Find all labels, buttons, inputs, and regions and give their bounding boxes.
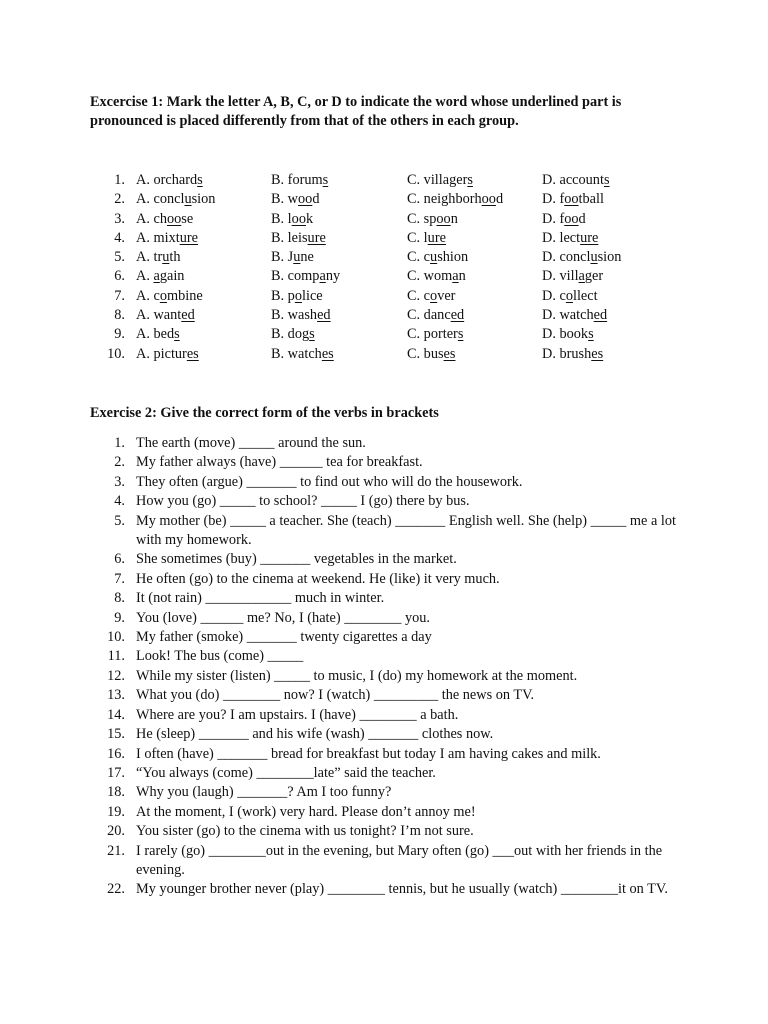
option-pre: A. bed bbox=[136, 326, 175, 343]
option-post: n bbox=[450, 210, 458, 227]
option-post: sion bbox=[597, 249, 622, 266]
item-number: 16. bbox=[107, 745, 125, 762]
question-row bbox=[90, 325, 730, 344]
option-post: ger bbox=[584, 268, 604, 285]
item-text: I often (have) _______ bread for breakfast but today I am having cakes and milk. bbox=[136, 745, 601, 762]
option-pre: D. watch bbox=[542, 307, 594, 324]
item-number: 20. bbox=[107, 823, 125, 840]
question-row bbox=[90, 345, 730, 364]
answer-option-c bbox=[407, 306, 464, 325]
item-number: 7. bbox=[114, 570, 125, 587]
option-pre: C. bus bbox=[407, 345, 444, 362]
option-underlined: oo bbox=[298, 191, 313, 208]
answer-option-c bbox=[407, 325, 463, 344]
item-text: My father always (have) ______ tea for breakfast. bbox=[136, 454, 423, 471]
answer-option-b bbox=[271, 287, 323, 306]
option-post: k bbox=[305, 210, 314, 227]
item-text: You sister (go) to the cinema with us tonight? I’m not sure. bbox=[136, 823, 474, 840]
option-underlined: s bbox=[197, 172, 203, 188]
answer-option-d bbox=[542, 267, 603, 286]
option-underlined: u bbox=[184, 191, 192, 208]
option-post: se bbox=[181, 210, 194, 227]
option-pre: B. wash bbox=[271, 307, 318, 324]
item-number: 3. bbox=[114, 473, 125, 490]
answer-option-a bbox=[136, 171, 203, 190]
exercise-1-title: Excercise 1: Mark the letter A, B, C, or D to indicate the word whose underlined part is pronounced is placed differently from that of the others in each group. bbox=[90, 94, 622, 129]
option-pre: C. neighborh bbox=[407, 191, 482, 208]
answer-option-a bbox=[136, 248, 181, 267]
option-pre: A. pictur bbox=[136, 345, 187, 362]
option-underlined: oo bbox=[564, 191, 579, 208]
exercise-item bbox=[90, 589, 680, 608]
answer-option-d bbox=[542, 229, 598, 248]
option-underlined: ed bbox=[181, 307, 195, 324]
option-pre: D. f bbox=[542, 191, 565, 208]
item-number: 13. bbox=[107, 687, 125, 704]
answer-option-c bbox=[407, 345, 455, 364]
item-text: Look! The bus (come) _____ bbox=[136, 648, 304, 665]
item-number: 21. bbox=[107, 842, 125, 859]
exercise-2-title: Exercise 2: Give the correct form of the verbs in brackets bbox=[90, 405, 439, 421]
option-post: tball bbox=[578, 191, 604, 208]
option-pre: A. mixt bbox=[136, 229, 180, 246]
option-pre: D. lect bbox=[542, 229, 581, 246]
item-number: 5. bbox=[114, 512, 125, 529]
question-number: 5. bbox=[114, 249, 125, 266]
option-pre: D. concl bbox=[542, 249, 591, 266]
item-number: 17. bbox=[107, 764, 125, 781]
answer-option-b bbox=[271, 210, 313, 229]
option-underlined: a bbox=[153, 268, 160, 285]
option-pre: B. comp bbox=[271, 268, 320, 285]
exercise-1-list bbox=[90, 171, 730, 364]
option-underlined: u bbox=[162, 249, 170, 266]
answer-option-b bbox=[271, 229, 326, 248]
option-underlined: s bbox=[588, 326, 594, 343]
answer-option-d bbox=[542, 287, 598, 306]
item-number: 12. bbox=[107, 667, 125, 684]
item-text: It (not rain) ____________ much in winter. bbox=[136, 590, 385, 607]
exercise-item bbox=[90, 453, 680, 472]
item-number: 19. bbox=[107, 803, 125, 820]
option-underlined: ure bbox=[307, 229, 326, 246]
item-number: 22. bbox=[107, 881, 125, 898]
answer-option-c bbox=[407, 248, 468, 267]
item-text: He often (go) to the cinema at weekend. He (like) it very much. bbox=[136, 570, 500, 587]
answer-option-d bbox=[542, 345, 603, 364]
item-text: Why you (laugh) _______? Am I too funny? bbox=[136, 784, 392, 801]
question-number: 7. bbox=[114, 287, 125, 304]
option-post: n bbox=[458, 268, 466, 285]
option-underlined: a bbox=[319, 268, 326, 285]
item-text: He (sleep) _______ and his wife (wash) _______ clothes now. bbox=[136, 726, 494, 743]
exercise-item bbox=[90, 764, 680, 783]
item-text: What you (do) ________ now? I (watch) _________ the news on TV. bbox=[136, 687, 535, 704]
answer-option-b bbox=[271, 345, 334, 364]
question-number: 2. bbox=[114, 191, 125, 208]
option-underlined: s bbox=[467, 172, 473, 188]
exercise-item bbox=[90, 822, 680, 841]
option-post: lice bbox=[302, 287, 323, 304]
exercise-item bbox=[90, 473, 680, 492]
option-underlined: ure bbox=[179, 229, 198, 246]
item-text: She sometimes (buy) _______ vegetables in the market. bbox=[136, 551, 457, 568]
option-underlined: o bbox=[159, 287, 167, 304]
option-pre: A. orchard bbox=[136, 172, 198, 188]
exercise-item bbox=[90, 550, 680, 569]
exercise-item bbox=[90, 512, 680, 551]
option-pre: C. sp bbox=[407, 210, 437, 227]
option-pre: B. p bbox=[271, 287, 295, 304]
item-text: I rarely (go) ________out in the evening, but Mary often (go) ___out with her friends in the evening. bbox=[136, 842, 663, 878]
option-underlined: o bbox=[294, 287, 302, 304]
option-post: d bbox=[578, 210, 586, 227]
option-post: ne bbox=[300, 249, 314, 266]
option-underlined: o bbox=[430, 287, 438, 304]
item-text: My mother (be) _____ a teacher. She (teach) _______ English well. She (help) _____ me a lot with my homework. bbox=[136, 512, 676, 549]
exercise-item bbox=[90, 609, 680, 628]
option-pre: A. concl bbox=[136, 191, 185, 208]
option-pre: C. porter bbox=[407, 326, 458, 343]
option-post: d bbox=[312, 191, 320, 208]
option-pre: B. forum bbox=[271, 172, 323, 188]
option-underlined: es bbox=[321, 345, 334, 362]
item-number: 4. bbox=[114, 493, 125, 510]
answer-option-a bbox=[136, 229, 198, 248]
option-underlined: s bbox=[322, 172, 329, 188]
exercise-item bbox=[90, 880, 680, 899]
option-post: shion bbox=[437, 249, 469, 266]
question-row bbox=[90, 190, 730, 209]
answer-option-b bbox=[271, 171, 328, 190]
option-underlined: ed bbox=[317, 307, 331, 324]
item-text: How you (go) _____ to school? _____ I (go) there by bus. bbox=[136, 493, 470, 510]
question-number: 1. bbox=[114, 172, 125, 188]
question-row bbox=[90, 171, 730, 190]
answer-option-a bbox=[136, 345, 199, 364]
option-pre: D. f bbox=[542, 210, 565, 227]
exercise-item bbox=[90, 803, 680, 822]
question-number: 3. bbox=[114, 210, 125, 227]
option-post: sion bbox=[191, 191, 216, 208]
item-number: 2. bbox=[114, 454, 125, 471]
option-pre: C. c bbox=[407, 287, 431, 304]
option-underlined: o bbox=[565, 287, 573, 304]
answer-option-b bbox=[271, 248, 314, 267]
option-pre: A. want bbox=[136, 307, 182, 324]
option-pre: B. leis bbox=[271, 229, 308, 246]
question-row bbox=[90, 267, 730, 286]
exercise-item bbox=[90, 842, 680, 881]
option-pre: C. villager bbox=[407, 172, 468, 188]
item-number: 10. bbox=[107, 629, 125, 646]
option-pre: D. vill bbox=[542, 268, 579, 285]
answer-option-c bbox=[407, 229, 446, 248]
answer-option-a bbox=[136, 210, 193, 229]
answer-option-c bbox=[407, 210, 458, 229]
option-pre: C. l bbox=[407, 229, 428, 246]
exercise-item bbox=[90, 725, 680, 744]
answer-option-b bbox=[271, 325, 315, 344]
exercise-item bbox=[90, 667, 680, 686]
option-underlined: u bbox=[430, 249, 438, 266]
answer-option-d bbox=[542, 325, 594, 344]
question-row bbox=[90, 229, 730, 248]
question-row bbox=[90, 210, 730, 229]
answer-option-a bbox=[136, 287, 203, 306]
option-underlined: ure bbox=[427, 229, 446, 246]
answer-option-d bbox=[542, 190, 604, 209]
option-underlined: ed bbox=[450, 307, 465, 324]
answer-option-d bbox=[542, 248, 621, 267]
option-underlined: oo bbox=[166, 210, 182, 227]
option-underlined: u bbox=[293, 249, 301, 266]
answer-option-a bbox=[136, 267, 184, 286]
option-underlined: s bbox=[309, 326, 315, 343]
question-row bbox=[90, 306, 730, 325]
option-pre: D. c bbox=[542, 287, 566, 304]
question-number: 6. bbox=[114, 268, 125, 285]
option-post: ver bbox=[437, 287, 456, 304]
option-underlined: oo bbox=[436, 210, 451, 227]
answer-option-a bbox=[136, 190, 215, 209]
item-text: My younger brother never (play) ________ tennis, but he usually (watch) ________it on TV. bbox=[136, 881, 668, 898]
item-text: You (love) ______ me? No, I (hate) ________ you. bbox=[136, 609, 430, 626]
option-pre: B. dog bbox=[271, 326, 310, 343]
option-pre: A. c bbox=[136, 287, 160, 304]
option-pre: D. brush bbox=[542, 345, 592, 362]
option-underlined: es bbox=[443, 345, 456, 362]
option-pre: C. wom bbox=[407, 268, 453, 285]
option-post: th bbox=[169, 249, 181, 266]
answer-option-c bbox=[407, 171, 473, 190]
option-pre: C. danc bbox=[407, 307, 451, 324]
exercise-item bbox=[90, 706, 680, 725]
option-underlined: a bbox=[452, 268, 459, 285]
option-pre: A. ch bbox=[136, 210, 167, 227]
option-pre: C. c bbox=[407, 249, 431, 266]
item-number: 11. bbox=[107, 648, 125, 665]
item-number: 18. bbox=[107, 784, 125, 801]
option-underlined: u bbox=[590, 249, 598, 266]
option-pre: B. w bbox=[271, 191, 299, 208]
item-number: 6. bbox=[114, 551, 125, 568]
option-underlined: a bbox=[578, 268, 585, 285]
option-underlined: oo bbox=[291, 210, 306, 227]
option-underlined: s bbox=[174, 326, 180, 343]
option-post: gain bbox=[159, 268, 185, 285]
answer-option-c bbox=[407, 190, 503, 209]
item-text: My father (smoke) _______ twenty cigarettes a day bbox=[136, 629, 432, 646]
answer-option-d bbox=[542, 171, 610, 190]
exercise-item bbox=[90, 647, 680, 666]
exercise-item bbox=[90, 745, 680, 764]
exercise-item bbox=[90, 686, 680, 705]
option-underlined: ure bbox=[580, 229, 599, 246]
item-text: Where are you? I am upstairs. I (have) ________ a bath. bbox=[136, 706, 459, 723]
option-pre: B. watch bbox=[271, 345, 322, 362]
option-underlined: oo bbox=[564, 210, 579, 227]
option-underlined: s bbox=[603, 172, 610, 188]
exercise-item bbox=[90, 434, 680, 453]
option-post: ny bbox=[325, 268, 341, 285]
question-number: 8. bbox=[114, 307, 125, 324]
option-underlined: ed bbox=[593, 307, 608, 324]
question-row bbox=[90, 248, 730, 267]
option-pre: D. account bbox=[542, 172, 604, 188]
answer-option-c bbox=[407, 267, 466, 286]
option-pre: B. l bbox=[271, 210, 292, 227]
exercise-item bbox=[90, 783, 680, 802]
answer-option-b bbox=[271, 190, 319, 209]
exercise-item bbox=[90, 628, 680, 647]
item-number: 14. bbox=[107, 706, 125, 723]
item-text: “You always (come) ________late” said the teacher. bbox=[136, 764, 436, 781]
option-post: llect bbox=[572, 287, 598, 304]
question-row bbox=[90, 287, 730, 306]
answer-option-d bbox=[542, 306, 607, 325]
exercise-item bbox=[90, 570, 680, 589]
item-number: 15. bbox=[107, 726, 125, 743]
item-text: At the moment, I (work) very hard. Please don’t annoy me! bbox=[136, 803, 476, 820]
question-number: 4. bbox=[114, 229, 125, 246]
answer-option-c bbox=[407, 287, 455, 306]
option-underlined: es bbox=[591, 345, 604, 362]
item-number: 8. bbox=[114, 590, 125, 607]
option-underlined: oo bbox=[481, 191, 496, 208]
option-pre: D. book bbox=[542, 326, 589, 343]
answer-option-d bbox=[542, 210, 586, 229]
option-pre: A. tr bbox=[136, 249, 163, 266]
item-text: The earth (move) _____ around the sun. bbox=[136, 435, 366, 451]
answer-option-b bbox=[271, 306, 331, 325]
question-number: 9. bbox=[114, 326, 125, 343]
option-underlined: s bbox=[457, 326, 464, 343]
option-post: d bbox=[495, 191, 504, 208]
answer-option-a bbox=[136, 325, 180, 344]
item-number: 1. bbox=[114, 435, 125, 451]
item-text: They often (argue) _______ to find out who will do the housework. bbox=[136, 473, 523, 490]
option-underlined: es bbox=[186, 345, 199, 362]
option-post: mbine bbox=[166, 287, 203, 304]
question-number: 10. bbox=[107, 345, 125, 362]
exercise-item bbox=[90, 492, 680, 511]
item-number: 9. bbox=[114, 609, 125, 626]
option-pre: B. J bbox=[271, 249, 294, 266]
answer-option-b bbox=[271, 267, 340, 286]
item-text: While my sister (listen) _____ to music, I (do) my homework at the moment. bbox=[136, 667, 578, 684]
answer-option-a bbox=[136, 306, 195, 325]
exercise-2-list bbox=[90, 434, 680, 900]
option-pre: A. bbox=[136, 268, 154, 285]
